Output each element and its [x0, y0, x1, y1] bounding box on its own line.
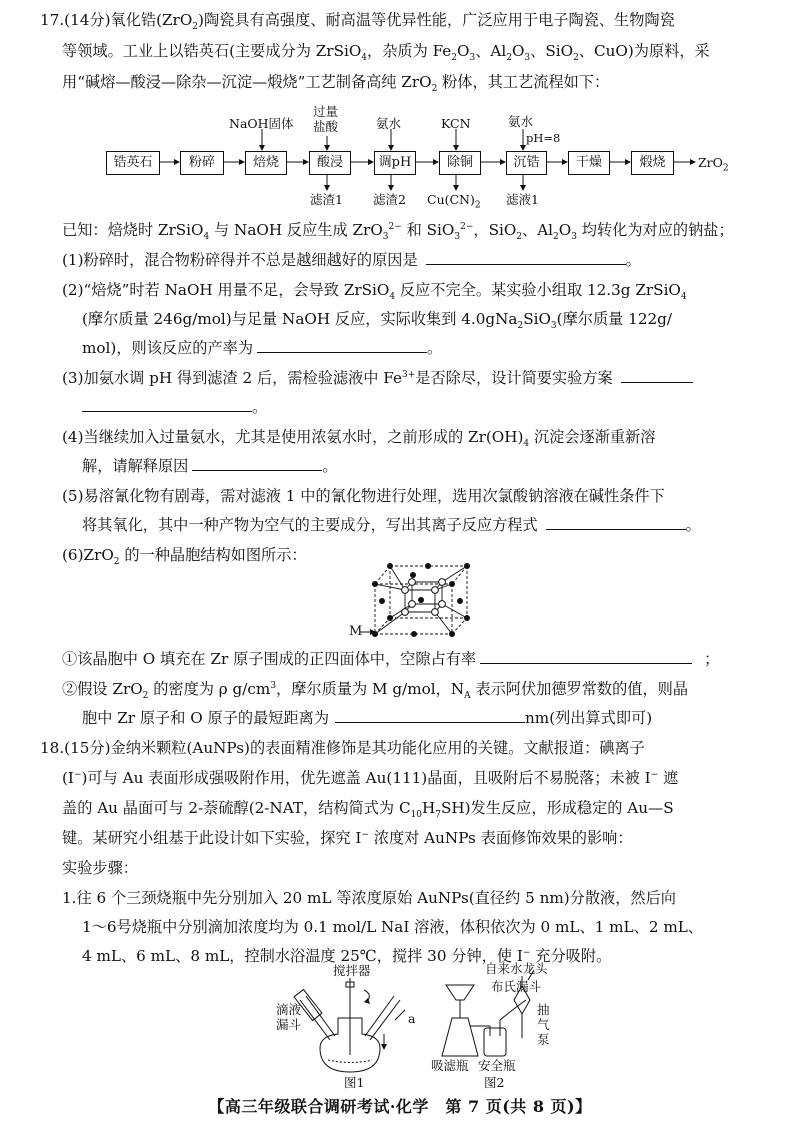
flow-box-crush: 粉碎 [180, 151, 224, 175]
q18-step-1-line-3: 4 mL、6 mL、8 mL，控制水浴温度 25℃，搅拌 30 分钟，使 I− 充分吸附。 [82, 947, 612, 965]
q17-part-5-line-1: (5)易溶氰化物有剧毒，需对滤液 1 中的氰化物进行处理，选用次氯酸钠溶液在碱性条件下 [62, 487, 665, 505]
figure-2-apparatus [430, 960, 580, 1070]
fig2-pump-label-3: 泵 [537, 1032, 550, 1047]
q18-line-4: 键。某研究小组基于此设计如下实验，探究 I− 浓度对 AuNPs 表面修饰效果的影响： [62, 829, 633, 847]
q18-line-1: 18.(15分)金纳米颗粒(AuNPs)的表面精准修饰是其功能化应用的关键。文献报道：碘离子 [40, 739, 645, 757]
answer-blank-6a[interactable] [480, 647, 692, 664]
fig2-buchner-label: 布氏漏斗 [491, 979, 542, 994]
flow-input-kcn: KCN [441, 116, 471, 131]
flow-input-ph8: pH=8 [526, 131, 561, 145]
m-arrow [358, 626, 378, 638]
answer-blank-2[interactable] [257, 336, 427, 353]
q17-part-5-line-2: 将其氧化，其中一种产物为空气的主要成分，写出其离子反应方程式 。 [82, 511, 701, 540]
flow-output-cucn: $Cu(CN)_2$ [427, 192, 481, 211]
answer-blank-3a[interactable] [621, 366, 693, 383]
flow-input-excess: 过量 [313, 104, 339, 119]
flow-product: ZrO$_2$ [698, 155, 729, 174]
flow-input-hcl: 盐酸 [313, 119, 339, 134]
q17-part-3-line-1: (3)加氨水调 pH 得到滤渣 2 后，需检验滤液中 $Fe^{3+}$是否除尽，设计简要实验方案 [62, 364, 693, 393]
flow-input-naoh: NaOH固体 [229, 116, 294, 131]
q17-line-1: 17.(14分)氧化锆(ZrO$_2$)陶瓷具有高强度、耐高温等优异性能，广泛应用于电子陶瓷、生物陶瓷 [40, 11, 675, 33]
flow-output-residue-1: 滤渣1 [310, 192, 343, 207]
q17-part-2-line-3: mol)，则该反应的产率为 。 [82, 334, 442, 363]
q17-part-6-q2-line-1: ②假设 ZrO$_2$ 的密度为 ρ $g/cm^3$，摩尔质量为 M g/mol，$N_A$ 表示阿伏加德罗常数的值，则晶 [62, 680, 689, 702]
flow-box-roast: 焙烧 [245, 151, 287, 175]
q17-part-6: (6)ZrO$_2$ 的一种晶胞结构如图所示： [62, 546, 307, 568]
flow-box-precipitate: 沉锆 [506, 151, 547, 175]
q18-step-1-line-2: 1～6号烧瓶中分别滴加浓度均为 0.1 mol/L NaI 溶液，体积依次为 0 mL、1 mL、2 mL、 [82, 918, 703, 936]
flow-arrows [0, 0, 800, 220]
q17-part-6-q1: ①该晶胞中 O 填充在 Zr 原子围成的正四面体中，空隙占有率 ； [62, 645, 719, 674]
fig2-pump-label-2: 气 [537, 1017, 550, 1032]
q18-line-3: 盖的 Au 晶面可与 2-萘硫醇(2-NAT，结构简式为 $C_{10}H_7SH$)发生反应，形成稳定的 Au—S [62, 799, 674, 821]
q17-line-2: 等领域。工业上以锆英石(主要成分为 ZrSiO$_4$，杂质为 $Fe_2O_3$、$Al_2O_3$、SiO$_2$、CuO)为原料，采 [62, 42, 710, 64]
fig2-caption: 图2 [484, 1075, 505, 1090]
answer-blank-3b[interactable] [82, 395, 252, 412]
flow-input-ammonia: 氨水 [376, 116, 402, 131]
answer-blank-6b[interactable] [335, 706, 525, 723]
answer-blank-4[interactable] [192, 454, 322, 471]
fig1-funnel-label-1: 滴液 [276, 1002, 302, 1017]
q18-step-1-line-1: 1.往 6 个三颈烧瓶中先分别加入 20 mL 等浓度原始 AuNPs(直径约 5 nm)分散液，然后向 [62, 889, 676, 907]
answer-blank-5[interactable] [546, 513, 686, 530]
q17-part-4-line-1: (4)当继续加入过量氨水，尤其是使用浓氨水时，之前形成的 $Zr(OH)_4$ 沉淀会逐渐重新溶 [62, 428, 656, 450]
q18-line-2: (I−)可与 Au 表面形成强吸附作用，优先遮盖 Au(111)晶面，且吸附后不易脱落；未被 I− 遮 [62, 769, 679, 787]
flow-box-calcine: 煅烧 [631, 151, 674, 175]
fig1-funnel-label-2: 漏斗 [276, 1017, 302, 1032]
fig2-tap-label: 自来水龙头 [485, 961, 548, 976]
fig2-flask-label: 吸滤瓶 [431, 1058, 469, 1073]
q17-part-4-line-2: 解，请解释原因 。 [82, 452, 338, 481]
flow-output-filtrate-1: 滤液1 [506, 192, 539, 207]
flow-output-residue-2: 滤渣2 [373, 192, 406, 207]
fig1-stirrer-label: 搅拌器 [333, 963, 371, 978]
flow-box-adjust-ph: 调pH [374, 151, 416, 175]
flow-input-ammonia-2: 氨水 [508, 114, 534, 129]
q17-part-2-line-1: (2)“焙烧”时若 NaOH 用量不足，会导致 ZrSiO$_4$ 反应不完全。某实验小组取 12.3g ZrSiO$_4$ [62, 281, 687, 303]
q17-part-1: (1)粉碎时，混合物粉碎得并不总是越细越好的原因是 。 [62, 246, 641, 275]
flow-box-remove-cu: 除铜 [439, 151, 481, 175]
m-label: M [349, 624, 363, 639]
flow-box-zircon: 锆英石 [106, 151, 160, 175]
q17-given: 已知：焙烧时 ZrSiO$_4$ 与 NaOH 反应生成 ZrO$_3^{2-}$ 和 SiO$_3^{2-}$，SiO$_2$、$Al_2O_3$ 均转化为对应的钠盐； [62, 221, 734, 243]
page-footer: 【高三年级联合调研考试·化学 第 7 页(共 8 页)】 [208, 1097, 592, 1116]
q17-part-2-line-2: (摩尔质量 246g/mol)与足量 NaOH 反应，实际收集到 4.0gNa$_2$SiO$_3$(摩尔质量 122g/ [82, 310, 672, 332]
q17-part-3-line-2: 。 [82, 393, 267, 422]
q17-line-3: 用“碱熔—酸浸—除杂—沉淀—煅烧”工艺制备高纯 ZrO$_2$ 粉体，其工艺流程如下： [62, 73, 610, 95]
flow-box-dry: 干燥 [568, 151, 610, 175]
flow-box-acid-leach: 酸浸 [309, 151, 351, 175]
answer-blank-1[interactable] [426, 248, 626, 265]
q18-steps-title: 实验步骤： [62, 859, 138, 877]
fig2-safety-label: 安全瓶 [478, 1058, 516, 1073]
q17-part-6-q2-line-2: 胞中 Zr 原子和 O 原子的最短距离为 nm(列出算式即可) [82, 704, 652, 733]
fig2-pump-label-1: 抽 [537, 1002, 550, 1017]
fig1-caption: 图1 [344, 1075, 365, 1090]
fig1-label-a: a [408, 1011, 416, 1026]
